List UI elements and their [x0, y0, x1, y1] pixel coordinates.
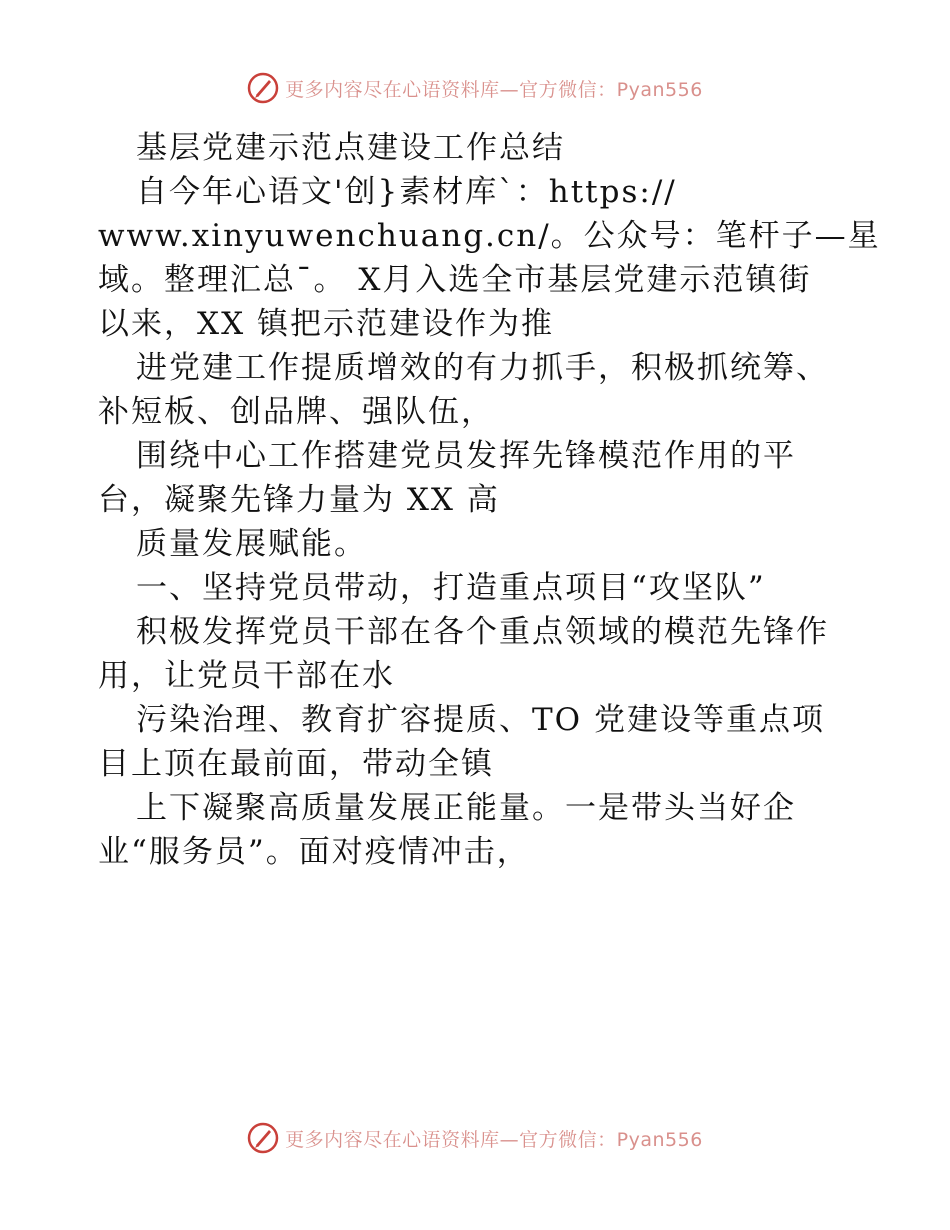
text-line: 补短板、创品牌、强队伍， [98, 394, 494, 430]
text-line: 进党建工作提质增效的有力抓手，积极抓统筹、 [136, 350, 829, 386]
text-line: www.xinyuwenchuang.cn/。公众号：笔杆子—星 [98, 218, 881, 254]
text-line: 基层党建示范点建设工作总结 [136, 130, 565, 166]
text-line: 用，让党员干部在水 [98, 658, 395, 694]
text-line: 质量发展赋能。 [136, 526, 367, 562]
header-banner [0, 72, 950, 104]
feather-pen-logo-icon [247, 1122, 279, 1154]
footer-banner [0, 1122, 950, 1154]
text-line: 域。整理汇总¯。 X月入选全市基层党建示范镇街 [98, 262, 812, 298]
feather-pen-logo-icon [247, 72, 279, 104]
banner-text: 更多内容尽在心语资料库—官方微信：Pyan556 [285, 1128, 703, 1151]
text-line: 目上顶在最前面，带动全镇 [98, 746, 494, 782]
text-line: 围绕中心工作搭建党员发挥先锋模范作用的平 [136, 438, 796, 474]
text-line: 业“服务员”。面对疫情冲击， [98, 834, 530, 870]
document-body [98, 126, 881, 874]
text-line: 污染治理、教育扩容提质、TO 党建设等重点项 [136, 702, 825, 738]
text-line: 自今年心语文'创}素材库`：https:// [136, 174, 677, 210]
banner-text: 更多内容尽在心语资料库—官方微信：Pyan556 [285, 78, 703, 101]
text-line: 一、坚持党员带动，打造重点项目“攻坚队” [136, 570, 766, 606]
text-line: 上下凝聚高质量发展正能量。一是带头当好企 [136, 790, 796, 826]
text-line: 台，凝聚先锋力量为 XX 高 [98, 482, 500, 518]
text-line: 积极发挥党员干部在各个重点领域的模范先锋作 [136, 614, 829, 650]
text-line: 以来，XX 镇把示范建设作为推 [98, 306, 554, 342]
